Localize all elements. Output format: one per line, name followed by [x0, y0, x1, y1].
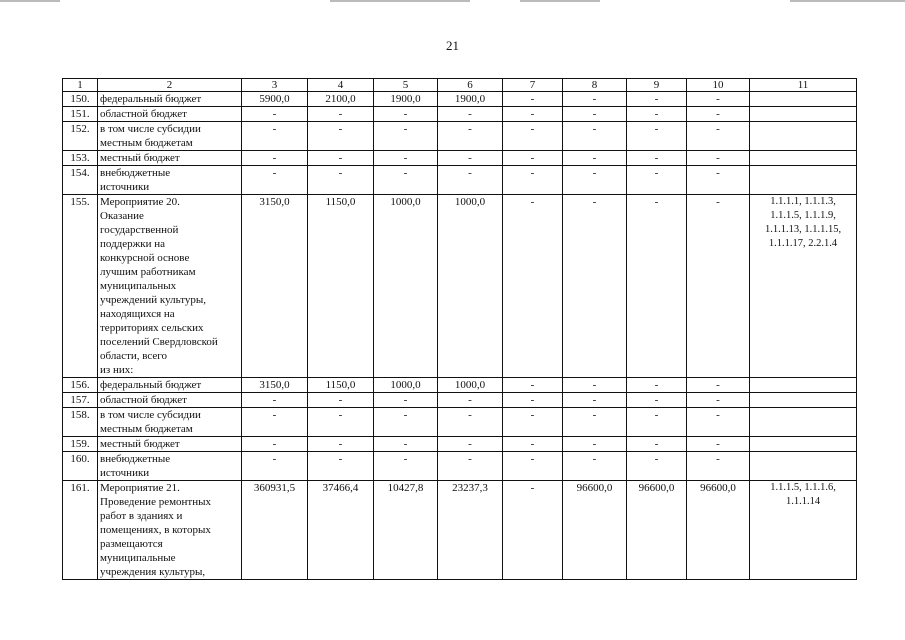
row-number-cell: 154.	[63, 166, 98, 195]
value-cell: -	[374, 452, 438, 481]
value-cell: -	[503, 393, 563, 408]
value-cell: -	[563, 378, 627, 393]
value-cell: -	[687, 166, 750, 195]
value-cell: -	[503, 195, 563, 378]
value-cell: -	[438, 122, 503, 151]
value-cell: -	[308, 437, 374, 452]
page-number: 21	[446, 38, 459, 53]
row-number-cell: 152.	[63, 122, 98, 151]
value-cell: -	[503, 481, 563, 580]
scan-edge-line	[0, 0, 60, 2]
value-cell: 3150,0	[242, 195, 308, 378]
row-number-cell: 155.	[63, 195, 98, 378]
value-cell: -	[308, 122, 374, 151]
value-cell: -	[374, 122, 438, 151]
value-cell: 1000,0	[374, 378, 438, 393]
value-cell: -	[503, 151, 563, 166]
value-cell: -	[627, 452, 687, 481]
row-name-cell: в том числе субсидии местным бюджетам	[98, 408, 242, 437]
table-row	[63, 437, 857, 452]
header-cell: 4	[308, 79, 374, 92]
value-cell: 1900,0	[374, 92, 438, 107]
header-cell: 1	[63, 79, 98, 92]
value-cell: -	[503, 166, 563, 195]
value-cell: -	[438, 437, 503, 452]
row-number-cell: 153.	[63, 151, 98, 166]
value-cell: -	[563, 437, 627, 452]
value-cell: -	[438, 107, 503, 122]
value-cell: -	[374, 166, 438, 195]
value-cell: -	[563, 195, 627, 378]
value-cell: -	[687, 408, 750, 437]
value-cell: -	[242, 151, 308, 166]
header-cell: 5	[374, 79, 438, 92]
row-number-cell: 157.	[63, 393, 98, 408]
reference-cell	[750, 122, 857, 151]
row-name-cell: федеральный бюджет	[98, 378, 242, 393]
value-cell: -	[687, 393, 750, 408]
header-cell: 10	[687, 79, 750, 92]
reference-cell	[750, 378, 857, 393]
value-cell: -	[563, 452, 627, 481]
value-cell: -	[687, 92, 750, 107]
reference-cell: 1.1.1.1, 1.1.1.3, 1.1.1.5, 1.1.1.9, 1.1.1.13, 1.1.1.15, 1.1.1.17, 2.2.1.4	[750, 195, 857, 378]
value-cell: -	[438, 408, 503, 437]
value-cell: -	[308, 166, 374, 195]
value-cell: 1000,0	[374, 195, 438, 378]
table-row	[63, 378, 857, 393]
value-cell: -	[374, 107, 438, 122]
value-cell: 10427,8	[374, 481, 438, 580]
value-cell: -	[563, 122, 627, 151]
value-cell: 37466,4	[308, 481, 374, 580]
value-cell: -	[627, 393, 687, 408]
value-cell: -	[503, 408, 563, 437]
value-cell: 3150,0	[242, 378, 308, 393]
value-cell: -	[503, 452, 563, 481]
value-cell: -	[627, 408, 687, 437]
value-cell: -	[627, 195, 687, 378]
table-row	[63, 393, 857, 408]
value-cell: -	[627, 437, 687, 452]
row-name-cell: местный бюджет	[98, 151, 242, 166]
value-cell: -	[687, 378, 750, 393]
value-cell: -	[687, 452, 750, 481]
value-cell: -	[438, 393, 503, 408]
header-cell: 7	[503, 79, 563, 92]
table-row	[63, 481, 857, 580]
table-header-row	[63, 79, 857, 92]
row-number-cell: 160.	[63, 452, 98, 481]
value-cell: 5900,0	[242, 92, 308, 107]
value-cell: 1150,0	[308, 195, 374, 378]
row-number-cell: 158.	[63, 408, 98, 437]
value-cell: -	[242, 452, 308, 481]
row-number-cell: 159.	[63, 437, 98, 452]
scan-edge-line	[330, 0, 470, 2]
value-cell: -	[374, 408, 438, 437]
value-cell: -	[242, 437, 308, 452]
row-name-cell: внебюджетные источники	[98, 452, 242, 481]
value-cell: -	[503, 378, 563, 393]
value-cell: -	[687, 122, 750, 151]
value-cell: -	[308, 107, 374, 122]
value-cell: -	[563, 107, 627, 122]
table-row	[63, 195, 857, 378]
scan-edge-line	[520, 0, 600, 2]
reference-cell	[750, 166, 857, 195]
value-cell: -	[503, 92, 563, 107]
reference-cell	[750, 107, 857, 122]
value-cell: 1000,0	[438, 195, 503, 378]
value-cell: -	[627, 122, 687, 151]
value-cell: -	[242, 408, 308, 437]
value-cell: 360931,5	[242, 481, 308, 580]
value-cell: 2100,0	[308, 92, 374, 107]
value-cell: -	[503, 122, 563, 151]
row-name-cell: областной бюджет	[98, 107, 242, 122]
reference-cell	[750, 408, 857, 437]
value-cell: 1000,0	[438, 378, 503, 393]
row-number-cell: 151.	[63, 107, 98, 122]
value-cell: -	[242, 393, 308, 408]
value-cell: 96600,0	[627, 481, 687, 580]
value-cell: -	[687, 437, 750, 452]
value-cell: -	[627, 378, 687, 393]
header-cell: 3	[242, 79, 308, 92]
table-row	[63, 122, 857, 151]
value-cell: -	[503, 437, 563, 452]
table-row	[63, 107, 857, 122]
table-row	[63, 92, 857, 107]
value-cell: 1150,0	[308, 378, 374, 393]
value-cell: -	[242, 166, 308, 195]
value-cell: 23237,3	[438, 481, 503, 580]
row-name-cell: федеральный бюджет	[98, 92, 242, 107]
value-cell: -	[308, 408, 374, 437]
row-name-cell: внебюджетные источники	[98, 166, 242, 195]
value-cell: -	[374, 437, 438, 452]
reference-cell	[750, 437, 857, 452]
value-cell: -	[687, 151, 750, 166]
value-cell: -	[627, 107, 687, 122]
value-cell: -	[563, 92, 627, 107]
value-cell: -	[374, 393, 438, 408]
value-cell: -	[627, 166, 687, 195]
table-row	[63, 452, 857, 481]
reference-cell	[750, 151, 857, 166]
value-cell: -	[627, 92, 687, 107]
row-number-cell: 150.	[63, 92, 98, 107]
value-cell: -	[503, 107, 563, 122]
value-cell: -	[308, 151, 374, 166]
reference-cell: 1.1.1.5, 1.1.1.6, 1.1.1.14	[750, 481, 857, 580]
value-cell: -	[563, 166, 627, 195]
row-name-cell: Мероприятие 21. Проведение ремонтных работ в зданиях и помещениях, в которых размещаются муниципальные учреждения культуры,	[98, 481, 242, 580]
header-cell: 8	[563, 79, 627, 92]
value-cell: 1900,0	[438, 92, 503, 107]
value-cell: -	[374, 151, 438, 166]
row-name-cell: в том числе субсидии местным бюджетам	[98, 122, 242, 151]
value-cell: -	[563, 408, 627, 437]
value-cell: -	[687, 195, 750, 378]
value-cell: -	[563, 393, 627, 408]
value-cell: -	[438, 166, 503, 195]
reference-cell	[750, 452, 857, 481]
value-cell: -	[242, 107, 308, 122]
header-cell: 11	[750, 79, 857, 92]
table-row	[63, 408, 857, 437]
row-name-cell: местный бюджет	[98, 437, 242, 452]
value-cell: -	[438, 151, 503, 166]
value-cell: 96600,0	[687, 481, 750, 580]
table-body	[63, 79, 857, 580]
value-cell: -	[308, 452, 374, 481]
reference-cell	[750, 393, 857, 408]
value-cell: 96600,0	[563, 481, 627, 580]
value-cell: -	[438, 452, 503, 481]
scan-edge-line	[790, 0, 905, 2]
reference-cell	[750, 92, 857, 107]
table-row	[63, 166, 857, 195]
value-cell: -	[308, 393, 374, 408]
row-number-cell: 156.	[63, 378, 98, 393]
value-cell: -	[627, 151, 687, 166]
header-cell: 2	[98, 79, 242, 92]
value-cell: -	[242, 122, 308, 151]
value-cell: -	[687, 107, 750, 122]
row-name-cell: областной бюджет	[98, 393, 242, 408]
row-number-cell: 161.	[63, 481, 98, 580]
value-cell: -	[563, 151, 627, 166]
header-cell: 6	[438, 79, 503, 92]
budget-table	[62, 78, 857, 580]
header-cell: 9	[627, 79, 687, 92]
table-row	[63, 151, 857, 166]
row-name-cell: Мероприятие 20. Оказание государственной поддержки на конкурсной основе лучшим работникам муниципальных учреждений культуры, находящихся на территориях сельских поселений Свердловской области, всего из них:	[98, 195, 242, 378]
